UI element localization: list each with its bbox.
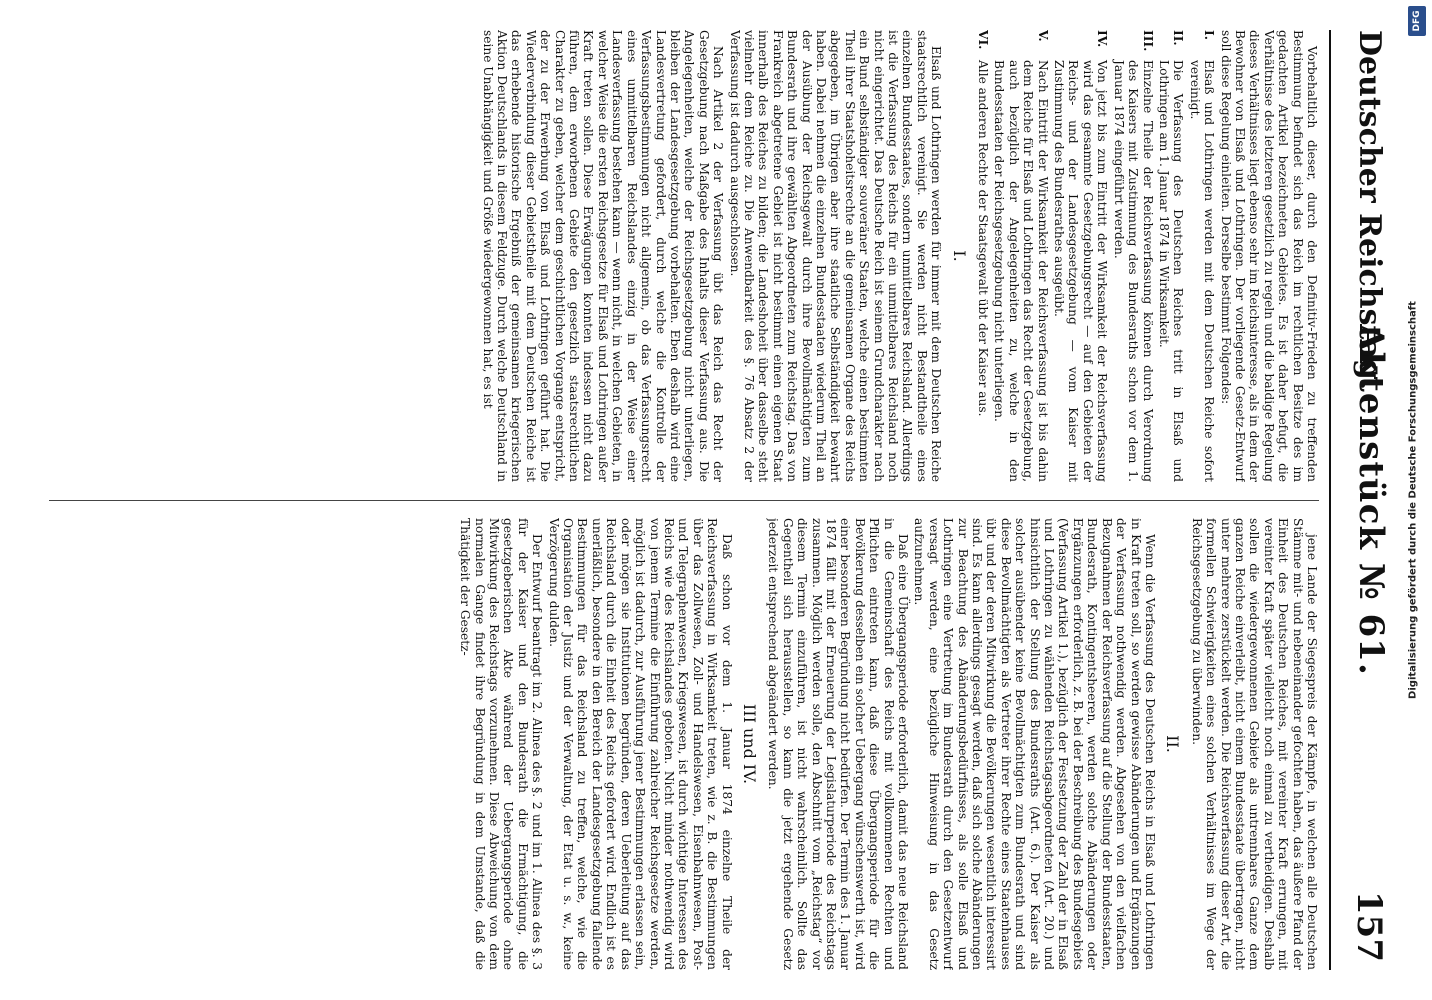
item-text: Elsaß und Lothringen werden mit dem Deutschen Reiche sofort vereinigt. [1187, 60, 1217, 482]
paragraph: jene Lande der Siegespreis der Kämpfe, in welchen alle Deutschen Stämme mit- und nebeneinander gefochten haben, das äußere Pfand der Einheit des Deutschen Reiches, mit vereinter Kraft errungen, mit vereinter Kraft später vielleicht noch einmal zu vertheidigen. Deshalb sollen die wiedergewonnenen Gebiete als untrennbares Ganze dem ganzen Reiche einverleibt, nicht einem Bundesstaate übertragen, nicht unter mehrere zerstückelt werden. Die Reichsverfassung dieser Art, die formellen Schwierigkeiten eines solchen Verhältnisses im Wege der Reichsgesetzgebung zu überwinden. [1189, 518, 1319, 970]
document-page [31, 30, 1401, 970]
running-head: Deutscher Reichstag. [1352, 30, 1387, 391]
list-item [1187, 30, 1216, 482]
item-number: III. [1140, 30, 1155, 52]
list-item [1111, 30, 1154, 482]
paragraph: Vorbehaltlich dieser, durch den Definitiv-Frieden zu treffenden Bestimmung befindet sich das Reich im rechtlichen Besitze des im gedachten Artikel bezeichneten Gebietes. Es ist daher befugt, die Verhältnisse des letzteren gesetzlich zu regeln und die baldige Regelung dieses Verhältnisses liegt ebenso sehr im Reichsinteresse, als in dem der Bewohner von Elsaß und Lothringen. Der vorliegende Gesetz-Entwurf soll diese Regelung einleiten. Derselbe bestimmt Folgendes: [1218, 30, 1319, 482]
paragraph: Daß schon vor dem 1. Januar 1874 einzelne Theile der Reichsverfassung in Wirksamkeit treten, wie z. B. die Bestimmungen über das Zollwesen, Zoll- und Handelswesen, Eisenbahnwesen, Post- und Telegraphenwesen, Kriegswesen, ist durch wichtige Interessen des Reichs wie des Reichslandes geboten. Nicht minder nothwendig wird von jenem Termine die Einführung zahlreicher Reichsgesetze werden, möglich ist dadurch, zur Ausführung jener Bestimmungen erlassen sein, oder mögen sie Institutionen begründen, deren Ueberleitung auf das Reichsland durch die Einheit des Reichs gefordert wird. Endlich ist es unerläßlich, besondere in den Bereich der Landesgesetzgebung fallende Bestimmungen für das Reichsland zu treffen, welche, wie die Organisation der Justiz und der Verwaltung, der Etat u. s. w., keine Verzögerung dulden. [546, 518, 734, 970]
list-item [1157, 30, 1186, 482]
paragraph: Nach Artikel 2 der Verfassung übt das Reich das Recht der Gesetzgebung nach Maßgabe des Inhalts dieser Verfassung aus. Die Angelegenheiten, welche der Reichsgesetzgebung nicht unterliegen, bleiben der Landesgesetzgebung vorbehalten. Eben deshalb wird eine Landesvertretung gefordert, durch welche die Kontrolle der Verfassungsbestimmungen nicht allgemein, ob das Verfassungsrecht eines unmittelbaren Reichslandes einzig in der Weise einer Landesverfassung bestehen kann — wenn nicht, in welchen Gebieten, in welcher Weise die ersten Reichsgesetze für Elsaß und Lothringen außer Kraft treten sollen. Diese Erwägungen konnten indessen nicht dazu führen, dem erworbenen Gebiete den gesetzlich staatsrechtlichen Charakter zu geben, welcher dem geschichtlichen Vorgange entspricht, der zu der Erwerbung von Elsaß und Lothringen geführt hat. Die Wiederverbindung dieser Gebietstheile mit dem Deutschen Reiche ist das erhebende historische Ergebniß der gemeinsamen kriegerischen Aktion Deutschlands in diesem Feldzuge. Durch welche Deutschland in seine Unabhängigkeit und Größe wiedergewonnen hat, es ist [480, 30, 726, 482]
section-heading: III und IV. [739, 703, 759, 785]
item-number: II. [1171, 30, 1186, 46]
page-number: 157 [1349, 891, 1389, 962]
paragraph: Der Entwurf beantragt im 2. Alinea des §. 2 und im 1. Alinea des §. 3 für der Kaiser und den Bundesrath die Ermächtigung, die gesetzgeberischen Akte während der Uebergangsperiode ohne Mitwirkung des Reichstags vorzunehmen. Diese Abweichung von dem normalen Gange findet ihre Begründung in dem Umstande, daß die Thätigkeit der Gesetz- [458, 518, 545, 970]
list-item [1052, 30, 1110, 482]
credit-text: Digitalisierung gefördert durch die Deutsche Forschungsgemeinschaft [1407, 301, 1419, 699]
item-number: IV. [1095, 30, 1110, 48]
paragraph: Wenn die Verfassung des Deutschen Reichs in Elsaß und Lothringen in Kraft treten soll, so werden gewisse Abänderungen und Ergänzungen der Verfassung nothwendig werden. Abgesehen von den vielfachen Bezugnahmen der Reichsverfassung auf die Stellung der Bundesstaaten, Bundesrath, Kontingentsheeren, werden solche Abänderungen oder Ergänzungen erforderlich, z. B. bei der Beschreibung des Bundesgebiets (Verfassung Artikel 1.), bezüglich der Festsetzung der Zahl der in Elsaß und Lothringen zu wählenden Reichstagsabgeordneten (Art. 20.) und hinsichtlich der Stellung des Bundesraths (Art. 6.). Der Kaiser als solcher ausübender keine Bevollmächtigten zum Bundesrath und sind diese Bevollmächtigten als Vertreter ihrer Rechte eines Staatenhauses übt und der deren Mitwirkung die Bevölkerungen wesentlich interessirt sind. Es kann allerdings gesagt werden, daß sich solche Abänderungen zur Beachtung des Abänderungsbedürfnisses, als solle Elsaß und Lothringen eine Vertretung im Bundesrath durch den Gesetzentwurf versagt werden, eine bezügliche Hinweisung in das Gesetz aufzunehmen. [912, 518, 1157, 970]
paragraph: Daß eine Übergangsperiode erforderlich, damit das neue Reichsland in die Gemeinschaft des Reichs mit vollkommenen Rechten und Pflichten eintreten kann, daß diese Übergangsperiode für die Bevölkerung desselben ein solcher Uebergang wünschenswerth ist, wird einer besonderen Begründung nicht bedürfen. Der Termin des 1. Januar 1874 fällt mit der Erneuerung der Legislaturperiode des Reichstags zusammen. Möglich werden solle, den Abschnitt vom „Reichstag“ vor diesem Termin einzuführen, ist nicht wahrscheinlich. Sollte das Gegentheil sich herausstellen, so kann die jetzt ergehende Gesetz jederzeit entsprechend abgeändert werden. [766, 518, 911, 970]
paragraph: Elsaß und Lothringen werden für immer mit dem Deutschen Reiche staatsrechtlich vereinigt. Sie werden nicht Bestandtheile eines einzelnen Bundesstaates, sondern unmittelbares Reichsland. Allerdings ist die Verfassung des Reichs für ein unmittelbares Reichsland noch nicht eingerichtet. Das Deutsche Reich ist seinem Grundcharakter nach ein Bund selbständiger souveräner Staaten, welche einen bestimmten Theil ihrer Staatshoheitsrechte an die gemeinsamen Organe des Reichs abgegeben, im Übrigen aber ihre staatliche Selbständigkeit bewahrt haben. Dabei nehmen die einzelnen Bundesstaaten wiederum Theil an der Ausübung der Reichsgewalt durch ihre Bevollmächtigten zum Bundesrath und ihre gewählten Abgeordneten zum Reichstag. Das von Frankreich abgetretene Gebiet ist nicht bestimmt einen eigenen Staat innerhalb des Reiches zu bilden; die Landeshoheit über dasselbe steht vielmehr dem Reiche zu. Die Anwendbarkeit des §. 76 Absatz 2 der Verfassung ist dadurch ausgeschlossen. [727, 30, 944, 482]
section-heading: II. [1163, 735, 1183, 753]
section-heading: I. [949, 250, 969, 262]
digitization-credit [1402, 18, 1424, 982]
list-item [976, 30, 990, 482]
dfg-logo-text: DFG [1412, 10, 1422, 32]
item-text: Nach Eintritt der Wirksamkeit der Reichsverfassung ist bis dahin dem Reiche für Elsaß und Lothringen das Recht der Gesetzgebung, auch bezüglich der Angelegenheiten zu, welche in den Bundesstaaten der Reichsgesetzgebung nicht unterliegen. [992, 60, 1050, 482]
dfg-logo [1408, 6, 1426, 36]
item-number: I. [1202, 30, 1217, 40]
item-text: Die Verfassung des Deutschen Reiches tritt in Elsaß und Lothringen am 1. Januar 1874 in Wirksamkeit. [1156, 60, 1186, 482]
page-header [1329, 30, 1401, 970]
list-item [992, 30, 1050, 482]
left-column [49, 30, 1319, 482]
document-title: Aktenstück № 61. [1351, 324, 1391, 676]
item-text: Einzelne Theile der Reichsverfassung können durch Verordnung des Kaisers mit Zustimmung des Bundesraths schon vor dem 1. Januar 1874 eingeführt werden. [1111, 60, 1155, 482]
text-columns [49, 30, 1319, 970]
right-column [49, 518, 1319, 970]
item-number: VI. [976, 30, 991, 50]
item-text: Von jetzt bis zum Eintritt der Wirksamkeit der Reichsverfassung wird das gesammte Gesetzgebungsrecht — auf den Gebieten der Reichs- und der Landesgesetzgebung — vom Kaiser mit Zustimmung des Bundesrathes ausgeübt. [1052, 60, 1110, 482]
item-text: Alle anderen Rechte der Staatsgewalt übt der Kaiser aus. [976, 60, 991, 417]
item-number: V. [1035, 30, 1050, 42]
